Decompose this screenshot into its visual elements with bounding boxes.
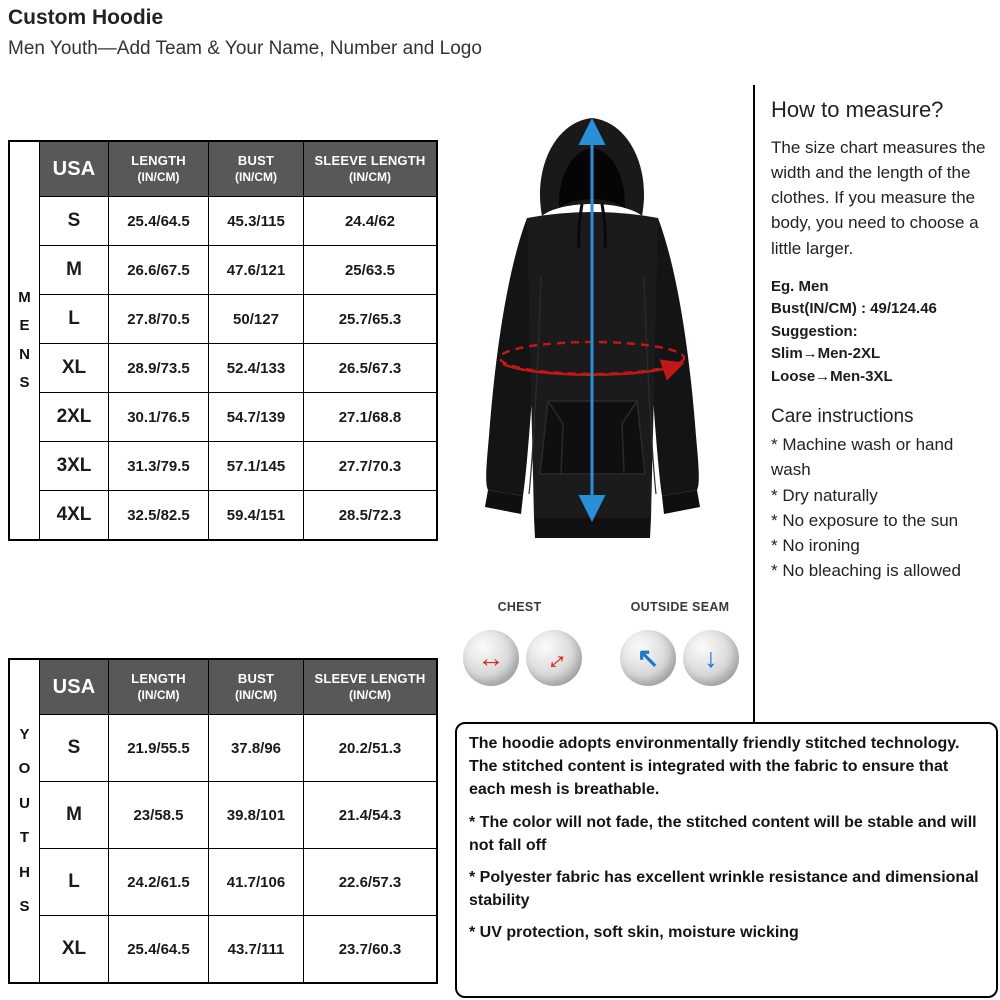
down-arrow-icon: ↓ [704,642,718,673]
hoodie-svg [435,86,750,591]
length-cell: 21.9/55.5 [109,715,208,781]
sleeve-cell: 25/63.5 [304,246,436,294]
length-cell: 30.1/76.5 [109,393,208,441]
sleeve-cell: 25.7/65.3 [304,295,436,343]
length-cell: 25.4/64.5 [109,197,208,245]
header-bust-label: BUST [237,153,275,169]
care-item: * No bleaching is allowed [771,561,961,581]
header-sleeve-unit: (IN/CM) [349,687,391,702]
youths-header-usa [40,660,108,714]
size-cell: S [40,715,108,781]
sleeve-cell: 27.7/70.3 [304,442,436,490]
header-sleeve-label: SLEEVE LENGTH [314,153,426,169]
how-to-measure-heading: How to measure? [771,97,944,122]
length-cell: 23/58.5 [109,782,208,848]
youths-group-column [10,660,40,982]
sizing-example [771,276,994,389]
bust-cell: 37.8/96 [209,715,303,781]
bust-cell: 39.8/101 [209,782,303,848]
product-note: * Polyester fabric has excellent wrinkle resistance and dimensional stability [469,868,979,910]
header-bust-unit: (IN/CM) [235,687,277,702]
youths-size-table [8,658,438,984]
product-notes-intro: The hoodie adopts environmentally friendly stitched technology. The stitched content is integrated with the fabric to ensure that each mesh is breathable. [469,735,960,799]
length-cell: 27.8/70.5 [109,295,208,343]
bust-cell: 45.3/115 [209,197,303,245]
mens-header-length [109,142,208,196]
product-notes-bullets [469,811,984,945]
youths-header-bust [209,660,303,714]
bust-cell: 47.6/121 [209,246,303,294]
size-cell: L [40,849,108,915]
youths-header-sleeve [304,660,436,714]
sleeve-cell: 27.1/68.8 [304,393,436,441]
care-item: * No ironing [771,535,860,555]
example-line: Suggestion: [771,322,858,340]
product-notes-box [455,722,998,998]
product-note: * UV protection, soft skin, moisture wicking [469,924,799,942]
diagonal-arrow-icon: ↔ [533,637,574,678]
mens-header-bust [209,142,303,196]
sleeve-cell: 24.4/62 [304,197,436,245]
header-bust-unit: (IN/CM) [235,169,277,184]
size-cell: XL [40,344,108,392]
header-bust-label: BUST [237,671,275,687]
sleeve-cell: 20.2/51.3 [304,715,436,781]
size-cell: L [40,295,108,343]
page-subtitle: Men Youth—Add Team & Your Name, Number and Logo [8,38,482,59]
bust-cell: 50/127 [209,295,303,343]
length-cell: 24.2/61.5 [109,849,208,915]
bust-cell: 41.7/106 [209,849,303,915]
how-to-measure-panel [753,85,1000,722]
length-cell: 26.6/67.5 [109,246,208,294]
hoodie-illustration [435,86,750,591]
outside-seam-label: OUTSIDE SEAM [630,600,730,614]
youths-size-grid [40,660,436,982]
chest-measure-ball-2 [526,630,582,686]
sleeve-cell: 28.5/72.3 [304,491,436,539]
sleeve-cell: 23.7/60.3 [304,916,436,982]
length-cell: 25.4/64.5 [109,916,208,982]
header-length-label: LENGTH [131,153,186,169]
bust-cell: 54.7/139 [209,393,303,441]
header-length-unit: (IN/CM) [137,687,180,702]
care-item: * No exposure to the sun [771,510,959,530]
mens-header-usa [40,142,108,196]
up-left-arrow-icon: ↖ [636,642,660,673]
bust-cell: 43.7/111 [209,916,303,982]
care-instructions-list [771,432,994,583]
page-title: Custom Hoodie [8,6,164,29]
youths-header-length [109,660,208,714]
mens-size-grid [40,142,436,539]
length-cell: 28.9/73.5 [109,344,208,392]
seam-measure-ball [620,630,676,686]
example-line: Bust(IN/CM) : 49/124.46 [771,300,937,318]
example-line: Eg. Men [771,277,829,295]
sleeve-cell: 22.6/57.3 [304,849,436,915]
header-usa-label: USA [52,675,96,698]
header-length-label: LENGTH [131,671,186,687]
product-note: * The color will not fade, the stitched content will be stable and will not fall off [469,813,977,854]
how-to-measure-body: The size chart measures the width and the length of the clothes. If you measure the body, you need to choose a little larger. [771,138,986,258]
care-item: * Machine wash or hand wash [771,435,954,480]
care-item: * Dry naturally [771,485,878,505]
size-cell: XL [40,916,108,982]
youths-group-label: YOUTHS [18,725,31,915]
length-cell: 32.5/82.5 [109,491,208,539]
example-line: Slim→Men-2XL [771,345,881,363]
chest-measure-ball [463,630,519,686]
size-cell: M [40,246,108,294]
seam-measure-ball-2 [683,630,739,686]
chest-label: CHEST [497,600,542,614]
mens-group-column [10,142,40,539]
bust-cell: 52.4/133 [209,344,303,392]
mens-header-sleeve [304,142,436,196]
sleeve-cell: 26.5/67.3 [304,344,436,392]
bust-cell: 57.1/145 [209,442,303,490]
bust-cell: 59.4/151 [209,491,303,539]
size-cell: M [40,782,108,848]
header-sleeve-unit: (IN/CM) [349,169,391,184]
size-cell: 2XL [40,393,108,441]
mens-size-table [8,140,438,541]
horizontal-arrow-icon: ↔ [477,642,505,673]
size-cell: 3XL [40,442,108,490]
mens-group-label: MENS [18,288,31,391]
header-length-unit: (IN/CM) [137,169,180,184]
size-cell: S [40,197,108,245]
care-instructions-heading: Care instructions [771,406,914,428]
length-cell: 31.3/79.5 [109,442,208,490]
header-sleeve-label: SLEEVE LENGTH [314,671,426,687]
header-usa-label: USA [52,157,96,180]
size-cell: 4XL [40,491,108,539]
example-line: Loose→Men-3XL [771,367,893,385]
sleeve-cell: 21.4/54.3 [304,782,436,848]
